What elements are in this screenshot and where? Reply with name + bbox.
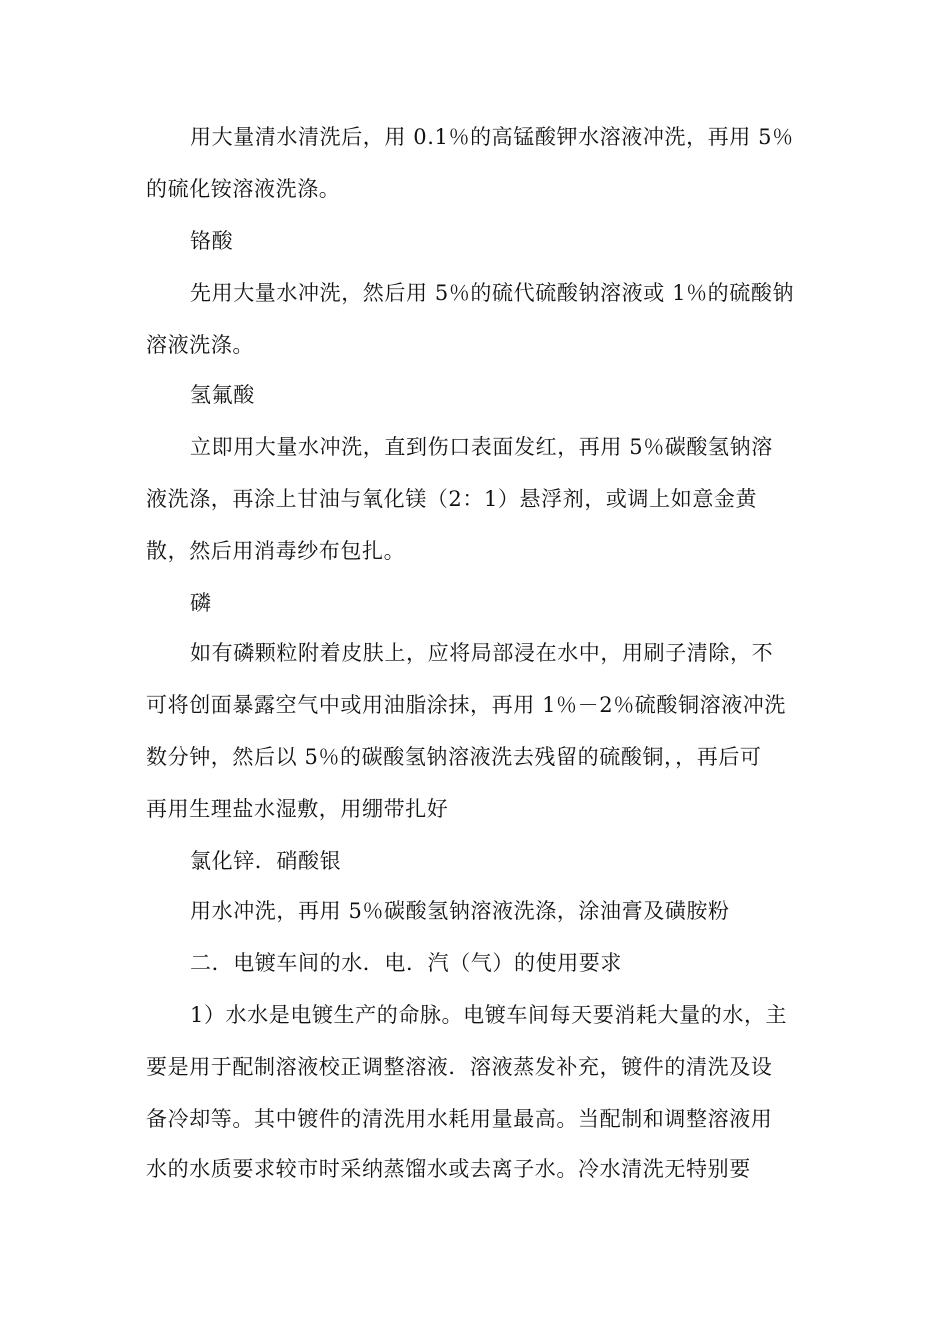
text-line: 用大量清水清洗后，用 0.1％的高锰酸钾水溶液冲洗，再用 5％ <box>190 125 794 149</box>
text-line: 再用生理盐水湿敷，用绷带扎好 <box>146 797 449 821</box>
text-line: 如有磷颗粒附着皮肤上，应将局部浸在水中，用刷子清除，不 <box>190 641 774 665</box>
section-heading: 磷 <box>190 591 212 615</box>
text-line: 数分钟，然后以 5％的碳酸氢钠溶液洗去残留的硫酸铜，，再后可 <box>146 745 762 769</box>
text-line: 用水冲洗，再用 5％碳酸氢钠溶液洗涤，涂油膏及磺胺粉 <box>190 899 730 923</box>
text-line: 立即用大量水冲洗，直到伤口表面发红，再用 5％碳酸氢钠溶 <box>190 435 773 459</box>
text-line: 的硫化铵溶液洗涤。 <box>146 177 341 201</box>
text-line: 溶液洗涤。 <box>146 333 254 357</box>
section-heading: 二．电镀车间的水．电．汽（气）的使用要求 <box>190 951 622 975</box>
section-heading: 铬酸 <box>190 229 234 253</box>
text-line: 先用大量水冲洗，然后用 5％的硫代硫酸钠溶液或 1％的硫酸钠 <box>190 281 795 305</box>
text-line: 散，然后用消毒纱布包扎。 <box>146 539 406 563</box>
text-line: 备冷却等。其中镀件的清洗用水耗用量最高。当配制和调整溶液用 <box>146 1107 773 1131</box>
text-line: 水的水质要求较市时采纳蒸馏水或去离子水。冷水清洗无特别要 <box>146 1157 751 1181</box>
section-heading: 氢氟酸 <box>190 383 255 407</box>
section-heading: 氯化锌．硝酸银 <box>190 849 342 873</box>
text-line: 要是用于配制溶液校正调整溶液．溶液蒸发补充，镀件的清洗及设 <box>146 1055 773 1079</box>
text-line: 液洗涤，再涂上甘油与氧化镁（2：1）悬浮剂，或调上如意金黄 <box>146 487 758 511</box>
text-line: 1）水水是电镀生产的命脉。电镀车间每天要消耗大量的水，主 <box>190 1003 788 1027</box>
text-line: 可将创面暴露空气中或用油脂涂抹，再用 1％－2％硫酸铜溶液冲洗 <box>146 693 786 717</box>
